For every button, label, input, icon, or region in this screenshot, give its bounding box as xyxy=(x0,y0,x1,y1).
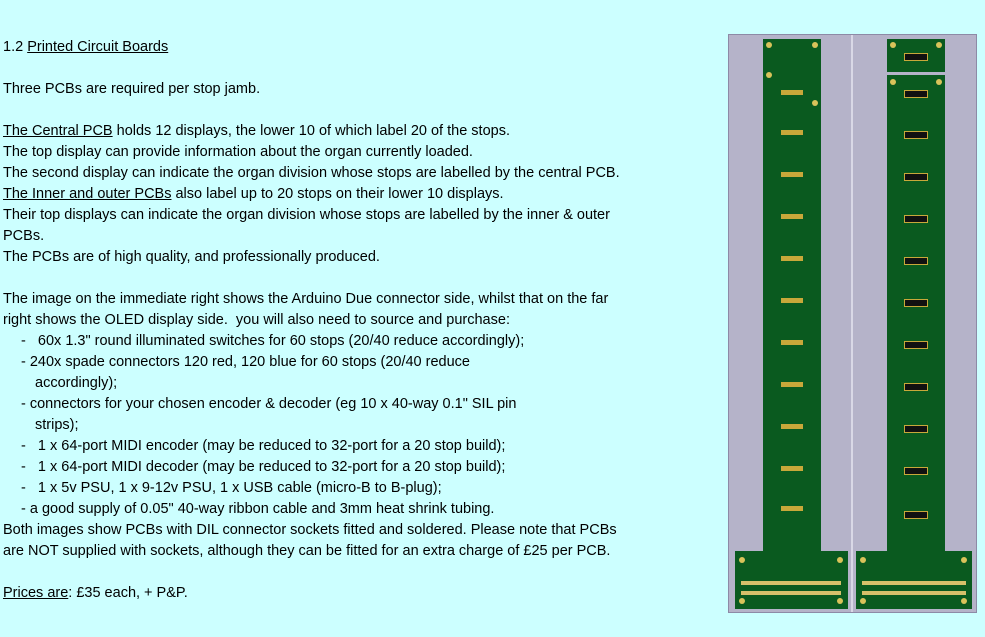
central-pcb-line xyxy=(3,121,723,142)
section-title: Printed Circuit Boards xyxy=(27,39,169,55)
oled-display xyxy=(904,53,928,61)
display-connector xyxy=(781,172,803,177)
mounting-hole xyxy=(890,42,896,48)
mounting-hole xyxy=(739,557,745,563)
prices-text: : £35 each, + P&P. xyxy=(68,585,188,601)
display-connector xyxy=(781,506,803,511)
inner-outer-line xyxy=(3,184,723,205)
their-top-line-2: PCBs. xyxy=(3,228,45,244)
central-pcb-text: holds 12 displays, the lower 10 of which label 20 of the stops. xyxy=(112,123,510,139)
oled-display xyxy=(904,215,928,223)
oled-display xyxy=(904,467,928,475)
mounting-hole xyxy=(812,42,818,48)
mounting-hole xyxy=(961,557,967,563)
pcb-images-panel xyxy=(728,34,977,613)
mounting-hole xyxy=(936,79,942,85)
mounting-hole xyxy=(860,598,866,604)
list-item-continuation: accordingly); xyxy=(35,375,118,391)
list-item: - a good supply of 0.05" 40-way ribbon cable and 3mm heat shrink tubing. xyxy=(21,501,495,517)
mounting-hole xyxy=(860,557,866,563)
mounting-hole xyxy=(739,598,745,604)
display-connector xyxy=(781,298,803,303)
image-description-line-2: right shows the OLED display side. you will also need to source and purchase: xyxy=(3,312,510,328)
list-item: - 1 x 5v PSU, 1 x 9-12v PSU, 1 x USB cable (micro-B to B-plug); xyxy=(21,480,442,496)
list-item: - 1 x 64-port MIDI decoder (may be reduced to 32-port for a 20 stop build); xyxy=(21,459,506,475)
list-item-continuation: strips); xyxy=(35,417,79,433)
list-item: - 60x 1.3" round illuminated switches for 60 stops (20/40 reduce accordingly); xyxy=(21,333,525,349)
both-images-line-1: Both images show PCBs with DIL connector sockets fitted and soldered. Please note that PCBs xyxy=(3,522,617,538)
list-item: - connectors for your chosen encoder & decoder (eg 10 x 40-way 0.1" SIL pin xyxy=(21,396,517,412)
pcb-board-base xyxy=(856,551,972,609)
mounting-hole xyxy=(890,79,896,85)
top-display-line: The top display can provide information about the organ currently loaded. xyxy=(3,144,473,160)
mounting-hole xyxy=(837,598,843,604)
mounting-hole xyxy=(766,42,772,48)
pcb-board-base xyxy=(735,551,848,609)
display-connector xyxy=(781,256,803,261)
display-connector xyxy=(781,340,803,345)
pcb-description xyxy=(3,37,723,604)
intro-text: Three PCBs are required per stop jamb. xyxy=(3,81,261,97)
both-images-line-2: are NOT supplied with sockets, although they can be fitted for an extra charge of £25 per PCB. xyxy=(3,543,611,559)
mounting-hole xyxy=(766,72,772,78)
second-display-line: The second display can indicate the organ division whose stops are labelled by the central PCB. xyxy=(3,165,620,181)
oled-display xyxy=(904,131,928,139)
display-connector xyxy=(781,382,803,387)
image-description-line-1: The image on the immediate right shows the Arduino Due connector side, whilst that on the far xyxy=(3,291,609,307)
sil-header-strip xyxy=(741,581,841,585)
sil-header-strip xyxy=(862,581,966,585)
inner-outer-text: also label up to 20 stops on their lower 10 displays. xyxy=(171,186,504,202)
display-connector xyxy=(781,90,803,95)
oled-display xyxy=(904,257,928,265)
mounting-hole xyxy=(837,557,843,563)
sil-header-strip xyxy=(862,591,966,595)
list-item: - 240x spade connectors 120 red, 120 blue for 60 stops (20/40 reduce xyxy=(21,354,470,370)
oled-display xyxy=(904,173,928,181)
quality-line: The PCBs are of high quality, and professionally produced. xyxy=(3,249,380,265)
section-heading xyxy=(3,37,723,58)
display-connector xyxy=(781,130,803,135)
list-item: - 1 x 64-port MIDI encoder (may be reduced to 32-port for a 20 stop build); xyxy=(21,438,506,454)
inner-outer-link: The Inner and outer PCBs xyxy=(3,186,172,202)
oled-display xyxy=(904,511,928,519)
prices-line xyxy=(3,583,723,604)
oled-display xyxy=(904,425,928,433)
display-connector xyxy=(781,214,803,219)
oled-display xyxy=(904,341,928,349)
oled-display xyxy=(904,90,928,98)
section-number: 1.2 xyxy=(3,39,28,55)
display-connector xyxy=(781,424,803,429)
pcb-board-body xyxy=(763,39,821,552)
their-top-line-1: Their top displays can indicate the organ division whose stops are labelled by the inner & outer xyxy=(3,207,610,223)
oled-display xyxy=(904,383,928,391)
mounting-hole xyxy=(812,100,818,106)
display-connector xyxy=(781,466,803,471)
sil-header-strip xyxy=(741,591,841,595)
mounting-hole xyxy=(961,598,967,604)
pcb-board-body xyxy=(887,75,945,553)
mounting-hole xyxy=(936,42,942,48)
image-divider xyxy=(851,35,853,612)
oled-display xyxy=(904,299,928,307)
prices-label: Prices are xyxy=(3,585,69,601)
central-pcb-link: The Central PCB xyxy=(3,123,113,139)
